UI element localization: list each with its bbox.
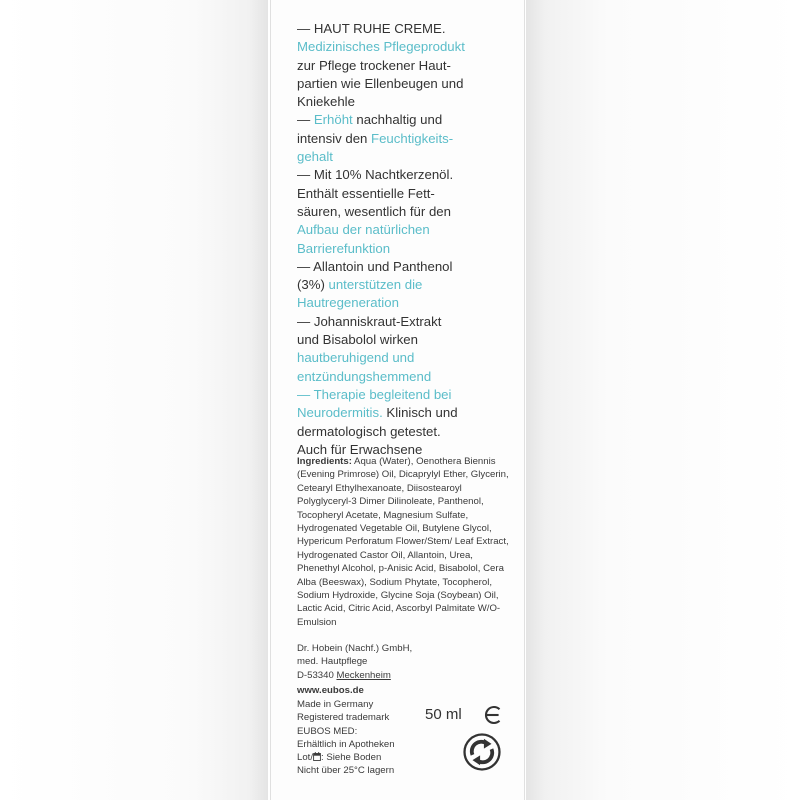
claim-line [297,57,532,75]
ingredients-block [297,455,517,629]
claim-text: intensiv den [297,130,372,146]
company-division: med. Hautpflege [297,656,368,668]
claim-line [297,313,532,331]
claim-highlight-text: — Therapie begleitend bei [297,386,452,402]
claim-highlight-text: Aufbau der natürlichen [297,222,430,238]
claim-line [297,221,532,239]
claim-text: Enthält essentielle Fett- [297,185,435,201]
claim-highlight-text: Erhöht [313,112,353,128]
claim-highlight-text: entzündungshemmend [297,368,432,384]
company-name: Dr. Hobein (Nachf.) GmbH, [297,643,413,654]
background-right [526,0,800,800]
company-postcode: D-53340 [297,669,337,681]
claim-text: Auch für Erwachsene [297,441,423,457]
claim-line [297,276,532,294]
claim-text: — Allantoin und Panthenol [297,258,453,274]
claim-text: nachhaltig und [352,112,443,128]
claim-line [297,368,532,386]
recycle-icon [463,733,501,771]
claim-text: dermatologisch getestet. [297,423,441,439]
background-left [0,0,268,800]
estimated-sign-icon [483,705,503,725]
claim-line [297,38,532,56]
claim-highlight-text: Medizinisches Pflegeprodukt [297,39,465,55]
company-website: www.eubos.de [297,684,364,696]
claim-line [297,185,532,203]
company-city: Meckenheim [336,669,391,681]
expiry-date-icon [313,752,321,761]
volume-label: 50 ml [425,706,462,723]
claim-line [297,349,532,367]
claim-line [297,75,532,93]
claim-highlight-text: Feuchtigkeits- [371,130,454,146]
product-claims [297,20,532,459]
claim-line [297,423,532,441]
claim-text: — Mit 10% Nachtkerzenöl. [297,167,454,183]
claim-highlight-text: Neurodermitis. [297,405,383,421]
claim-highlight-text: unterstützen die [328,277,423,293]
lot-line [297,751,457,764]
storage-label: Nicht über 25°C lagern [297,765,395,777]
claim-highlight-text: hautberuhigend und [297,350,415,366]
lot-prefix: Lot/ [297,752,314,764]
claim-line [297,93,532,111]
claim-line [297,331,532,349]
claim-text: Kniekehle [297,94,355,110]
trademark-label: Registered trademark [297,712,390,724]
claim-line [297,130,532,148]
manufacturer-address [297,642,517,697]
made-in-label: Made in Germany [297,699,374,710]
claim-line [297,258,532,276]
company-location [297,669,517,682]
lot-suffix: : Siehe Boden [321,752,382,764]
claim-line [297,148,532,166]
brand-label: EUBOS MED: [297,725,358,737]
claim-highlight-text: Barrierefunktion [297,240,391,256]
claim-line [297,386,532,404]
claim-text: säuren, wesentlich für den [297,203,451,219]
claim-text: — HAUT RUHE CREME. [297,21,446,36]
claim-line [297,294,532,312]
claim-text: (3%) [297,277,329,293]
claim-line [297,404,532,422]
claim-text: — [297,112,314,128]
claim-line [297,111,532,129]
claim-text: und Bisabolol wirken [297,332,418,348]
claim-highlight-text: gehalt [297,149,333,165]
claim-line [297,20,532,38]
ingredients-label: Ingredients: [297,456,352,467]
claim-line [297,240,532,258]
claim-text: zur Pflege trockener Haut- [297,57,451,73]
ingredients-text: Aqua (Water), Oenothera Biennis (Evening Primrose) Oil, Dicaprylyl Ether, Glycerin, Cetearyl Ethylhexanoate, Diisostearoyl Polyglyceryl-3 Dimer Dilinoleate, Panthenol, Tocopheryl Acetate, Magnesium Sulfate, Hydrogenated Vegetable Oil, Butylene Glycol, Hypericum Perforatum Flower/Stem/ Leaf Extract, Hydrogenated Castor Oil, Allantoin, Urea, Phenethyl Alcohol, p-Anisic Acid, Bisabolol, Cera Alba (Beeswax), Sodium Phytate, Tocopherol, Sodium Hydroxide, Glycine Soja (Soybean) Oil, Lactic Acid, Citric Acid, Ascorbyl Palmitate W/O-Emulsion [297,456,509,628]
claim-line [297,203,532,221]
claim-highlight-text: Hautregeneration [297,295,399,311]
claim-line [297,166,532,184]
claim-text: partien wie Ellenbeugen und [297,75,464,91]
claim-text: — Johanniskraut-Extrakt [297,313,442,329]
claim-text: Klinisch und [382,405,458,421]
availability-label: Erhältlich in Apotheken [297,738,395,750]
